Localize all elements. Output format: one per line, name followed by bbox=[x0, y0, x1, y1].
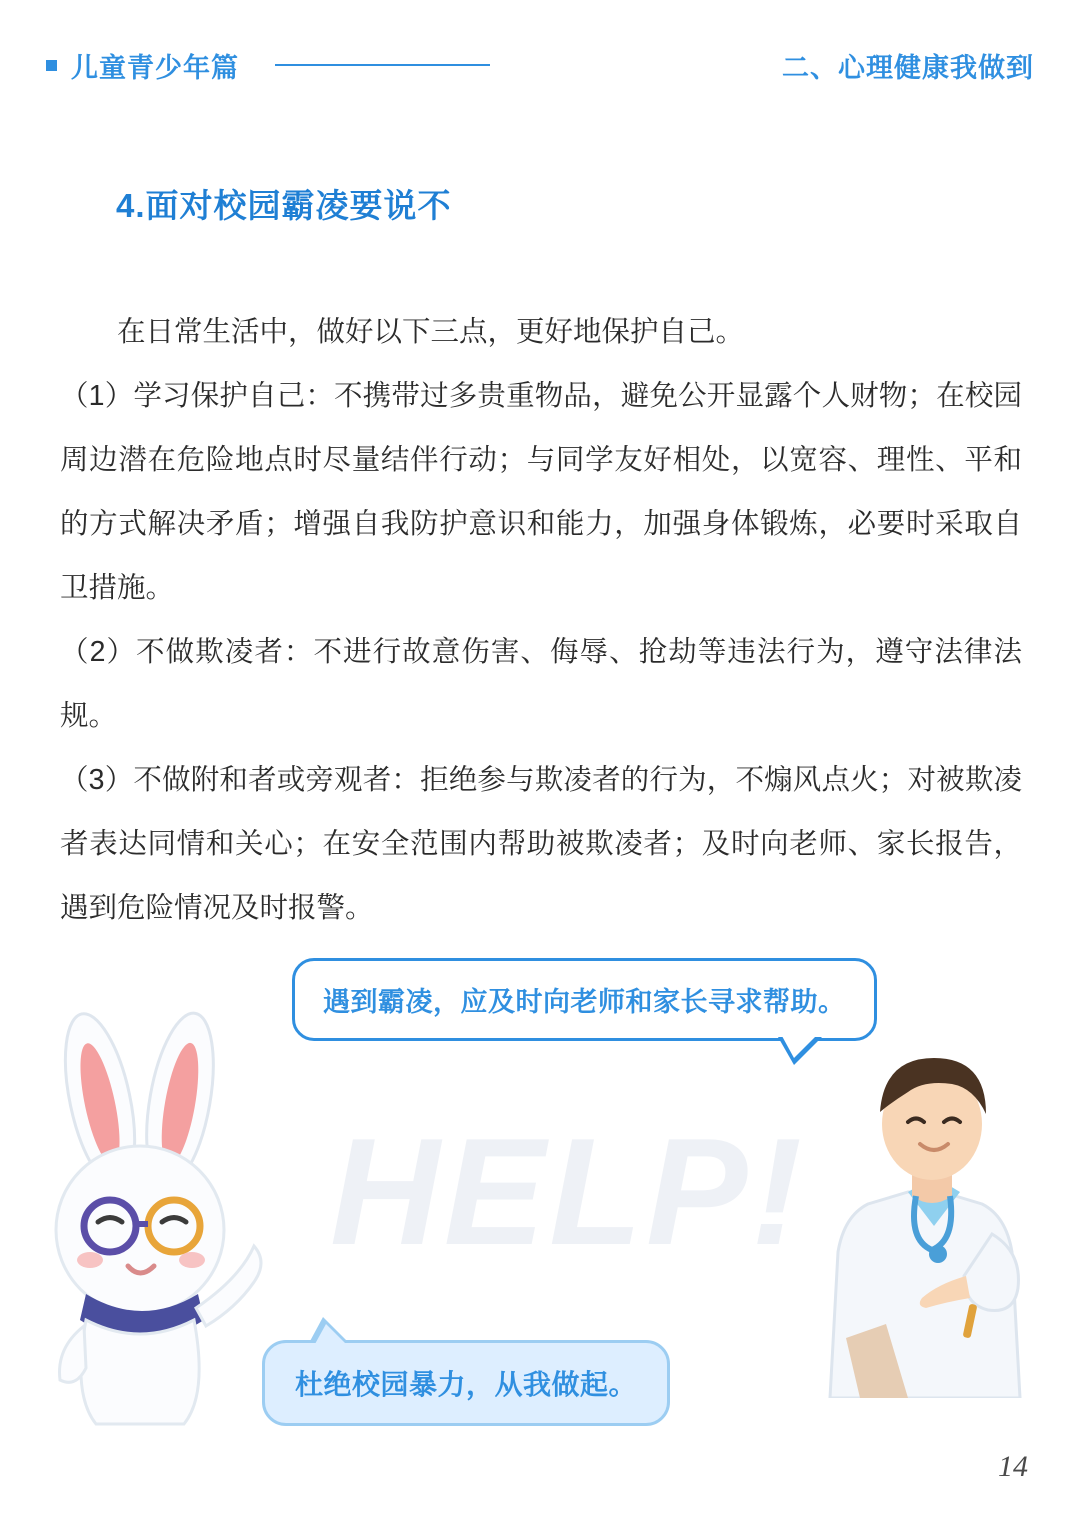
paragraph-item-1: （1）学习保护自己：不携带过多贵重物品，避免公开显露个人财物；在校园周边潜在危险地点时尽量结伴行动；与同学友好相处，以宽容、理性、平和的方式解决矛盾；增强自我防护意识和能力，加强身体锻炼，必要时采取自卫措施。 bbox=[60, 380, 1022, 604]
page-title: 4.面对校园霸凌要说不 bbox=[116, 187, 452, 224]
header-section-label: 二、心理健康我做到 bbox=[782, 52, 1034, 83]
page-number: 14 bbox=[998, 1450, 1028, 1483]
speech-bubble-top: 遇到霸凌，应及时向老师和家长寻求帮助。 bbox=[292, 958, 877, 1041]
page-header bbox=[0, 40, 1080, 90]
header-chapter-label: 儿童青少年篇 bbox=[71, 52, 239, 83]
doctor-character-icon bbox=[816, 1038, 1046, 1398]
speech-bubble-bottom: 杜绝校园暴力，从我做起。 bbox=[262, 1340, 670, 1426]
paragraph-item-2: （2）不做欺凌者：不进行故意伤害、侮辱、抢劫等违法行为，遵守法律法规。 bbox=[60, 636, 1022, 732]
paragraph-intro: 在日常生活中，做好以下三点，更好地保护自己。 bbox=[117, 316, 745, 348]
square-bullet-icon bbox=[46, 60, 57, 71]
horizontal-rule-icon bbox=[275, 64, 490, 66]
paragraph-item-3: （3）不做附和者或旁观者：拒绝参与欺凌者的行为，不煽风点火；对被欺凌者表达同情和关心；在安全范围内帮助被欺凌者；及时向老师、家长报告，遇到危险情况及时报警。 bbox=[60, 764, 1022, 924]
help-watermark-text: HELP! bbox=[330, 1107, 806, 1277]
header-left-group bbox=[46, 46, 490, 85]
illustration-area bbox=[0, 930, 1080, 1450]
body-text bbox=[60, 300, 1022, 940]
